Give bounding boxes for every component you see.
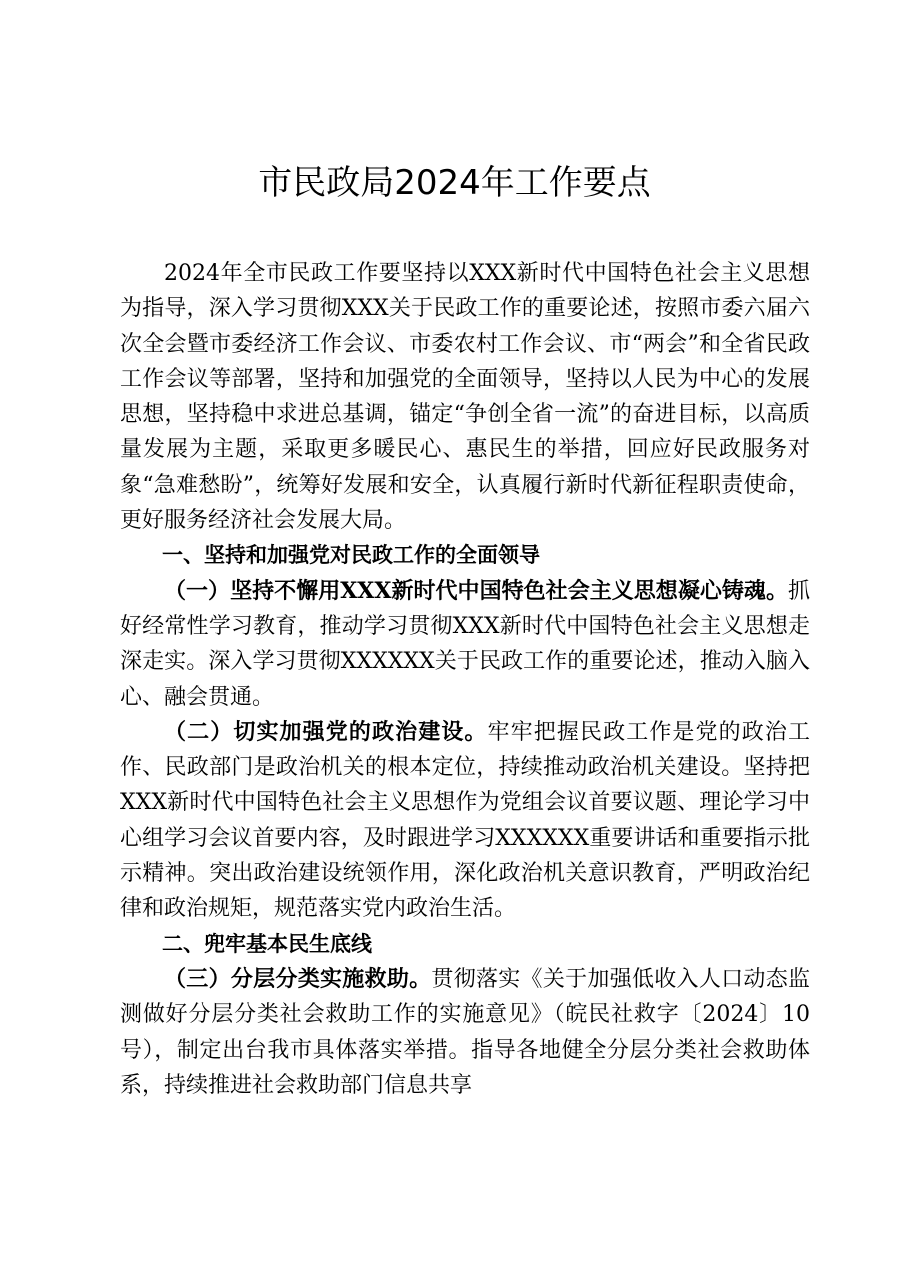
item-lead-2: （二）切实加强党的政治建设。 — [164, 718, 488, 745]
section-heading-1: 一、坚持和加强党对民政工作的全面领导 — [162, 543, 540, 568]
document-body — [120, 256, 810, 1103]
item-paragraph-3 — [120, 962, 810, 1103]
item-text-1: 抓好经常性学习教育，推动学习贯彻XXX新时代中国特色社会主义思想走深走实。深入学习贯彻XXXXXX关于民政工作的重要论述，推动入脑入心、融会贯通。 — [120, 578, 810, 710]
item-lead-1: （一）坚持不懈用XXX新时代中国特色社会主义思想凝心铸魂。 — [164, 577, 788, 604]
document-title: 市民政局2024年工作要点 — [258, 163, 651, 203]
item-text-3: 贯彻落实《关于加强低收入人口动态监测做好分层分类社会救助工作的实施意见》（皖民社救字〔2024〕10号），制定出台我市具体落实举措。指导各地健全分层分类社会救助体系，持续推进社会救助部门信息共享 — [120, 966, 810, 1098]
item-paragraph-1 — [120, 574, 810, 715]
section-heading-2: 二、兜牢基本民生底线 — [162, 931, 372, 956]
item-text-2: 牢牢把握民政工作是党的政治工作、民政部门是政治机关的根本定位，持续推动政治机关建设。坚持把XXX新时代中国特色社会主义思想作为党组会议首要议题、理论学习中心组学习会议首要内容，及时跟进学习XXXXXX重要讲话和重要指示批示精神。突出政治建设统领作用，深化政治机关意识教育，严明政治纪律和政治规矩，规范落实党内政治生活。 — [120, 719, 810, 922]
item-lead-3: （三）分层分类实施救助。 — [164, 965, 432, 992]
item-paragraph-2 — [120, 715, 810, 927]
intro-paragraph: 2024年全市民政工作要坚持以XXX新时代中国特色社会主义思想为指导，深入学习贯彻XXX关于民政工作的重要论述，按照市委六届六次全会暨市委经济工作会议、市委农村工作会议、市“两会”和全省民政工作会议等部署，坚持和加强党的全面领导，坚持以人民为中心的发展思想，坚持稳中求进总基调，锚定“争创全省一流”的奋进目标，以高质量发展为主题，采取更多暖民心、惠民生的举措，回应好民政服务对象“急难愁盼”，统筹好发展和安全，认真履行新时代新征程职责使命，更好服务经济社会发展大局。 — [120, 261, 810, 534]
